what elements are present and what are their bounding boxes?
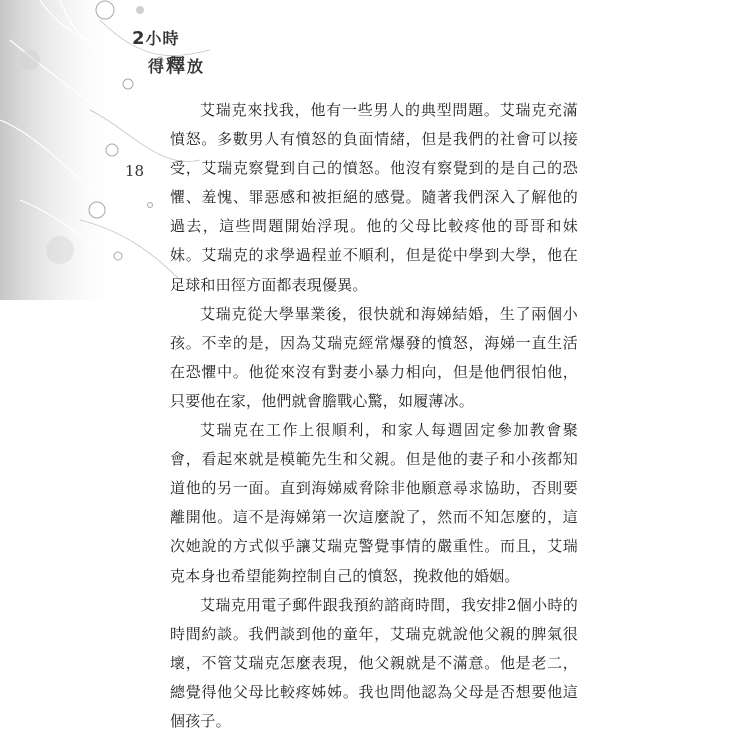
body-text (170, 96, 578, 736)
page-number: 18 (125, 162, 145, 180)
title-number: 2 (132, 28, 146, 49)
title-line2-pre: 得 (148, 57, 167, 76)
title-line2-big: 釋 (166, 55, 188, 77)
title-line1-text: 小時 (145, 29, 180, 48)
title-line2-post: 放 (187, 57, 206, 76)
paragraph: 艾瑞克來找我，他有一些男人的典型問題。艾瑞克充滿憤怒。多數男人有憤怒的負面情緒，但是我們的社會可以接受，艾瑞克察覺到自己的憤怒。他沒有察覺到的是自己的恐懼、羞愧、罪惡感和被拒絕的感覺。隨著我們深入了解他的過去，這些問題開始浮現。他的父母比較疼他的哥哥和妹妹。艾瑞克的求學過程並不順利，但是從中學到大學，他在足球和田徑方面都表現優異。 (170, 101, 578, 294)
paragraph: 艾瑞克用電子郵件跟我預約諮商時間，我安排2個小時的時間約談。我們談到他的童年，艾瑞克就說他父親的脾氣很壞，不管艾瑞克怎麼表現，他父親就是不滿意。他是老二，總覺得他父母比較疼姊姊。我也問他認為父母是否想要他這個孩子。 (170, 595, 578, 730)
paragraph: 艾瑞克在工作上很順利，和家人每週固定參加教會聚會，看起來就是模範先生和父親。但是他的妻子和小孩都知道他的另一面。直到海娣威脅除非他願意尋求協助，否則要離開他。這不是海娣第一次這麼說了，然而不知怎麼的，這次她說的方式似乎讓艾瑞克警覺事情的嚴重性。而且，艾瑞克本身也希望能夠控制自己的憤怒，挽救他的婚姻。 (170, 421, 578, 585)
book-title-header (132, 26, 205, 78)
paragraph: 艾瑞克從大學畢業後，很快就和海娣結婚，生了兩個小孩。不幸的是，因為艾瑞克經常爆發的憤怒，海娣一直生活在恐懼中。他從來沒有對妻小暴力相向，但是他們很怕他，只要他在家，他們就會膽戰心驚，如履薄冰。 (170, 304, 578, 410)
